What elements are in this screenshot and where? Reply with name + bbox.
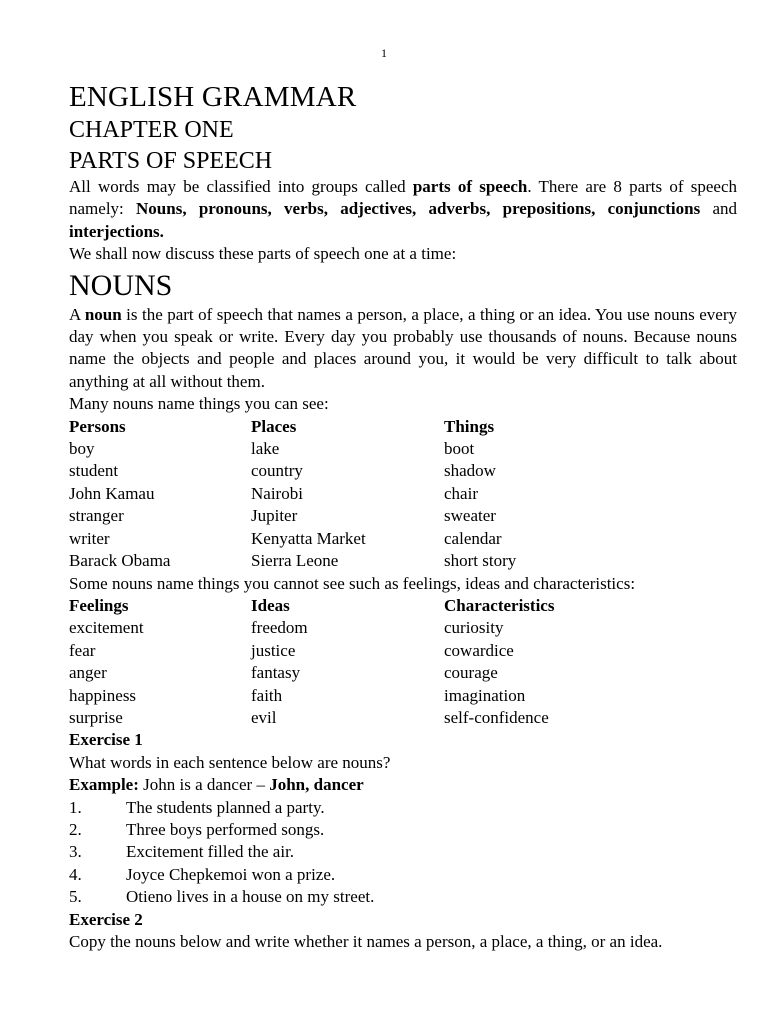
exercise-2-title: Exercise 2 [69,909,143,929]
table-header: Feelings [69,595,129,615]
table-header: Ideas [251,595,290,615]
unseen-nouns-table [69,595,737,729]
item-text: Otieno lives in a house on my street. [126,887,375,907]
item-text: Excitement filled the air. [126,842,295,862]
table-cell: anger [69,663,107,683]
item-text: The students planned a party. [126,797,325,817]
table-header: Persons [69,416,126,436]
table-cell: sweater [444,506,496,526]
noun-see-line: Many nouns name things you can see: [69,394,329,414]
table-cell: country [251,461,303,481]
visible-nouns-table [69,416,737,573]
table-cell: surprise [69,707,123,727]
table-cell: boot [444,439,475,459]
table-header: Things [444,416,495,436]
section-heading: PARTS OF SPEECH [69,148,273,174]
exercise-item [69,819,737,841]
table-cell: writer [69,528,110,548]
table-cell: lake [251,439,280,459]
table-cell: curiosity [444,618,504,638]
item-number: 1. [69,797,82,817]
table-cell: cowardice [444,640,514,660]
item-number: 2. [69,819,82,839]
exercise-item [69,864,737,886]
item-text: Three boys performed songs. [126,819,325,839]
document-title: ENGLISH GRAMMAR [69,81,357,113]
document-page [69,40,737,953]
table-cell: courage [444,663,498,683]
exercise-1-title: Exercise 1 [69,730,143,750]
example-label: Example: [69,775,139,795]
intro-line: We shall now discuss these parts of speech one at a time: [69,244,457,264]
item-number: 4. [69,864,82,884]
exercise-item [69,886,737,908]
table-cell: calendar [444,528,502,548]
table-cell: student [69,461,119,481]
exercise-1-question: What words in each sentence below are nouns? [69,752,391,772]
table-cell: faith [251,685,283,705]
table-cell: justice [251,640,296,660]
unseen-nouns-paragraph: Some nouns name things you cannot see such as feelings, ideas and characteristics: [69,573,636,593]
parts-list: Nouns, pronouns, verbs, adjectives, adverbs, prepositions, conjunctions [136,199,701,219]
term-parts-of-speech: parts of speech [412,177,528,196]
nouns-heading: NOUNS [69,268,173,302]
table-cell: Barack Obama [69,551,171,571]
table-cell: boy [69,439,95,459]
term-interjections: interjections. [69,221,164,241]
item-number: 3. [69,842,82,862]
item-number: 5. [69,887,82,907]
table-cell: Nairobi [251,483,303,503]
table-header: Places [251,416,297,436]
example-answer: John, dancer [269,775,364,795]
exercise-item [69,841,737,863]
table-cell: happiness [69,685,137,705]
table-cell: short story [444,551,517,571]
noun-definition: A noun is the part of speech that names a person, a place, a thing or an idea. You use nouns every day when you speak or write. Every day you probably use thousands of nouns. Because nouns name the objects and people and places around you, it would be very difficult to talk about anything at all without them. [69,304,737,391]
exercise-1-example: Example: John is a dancer – John, dancer [69,775,364,795]
table-cell: stranger [69,506,124,526]
exercise-2-question: Copy the nouns below and write whether it names a person, a place, a thing, or an idea. [69,932,663,951]
chapter-heading: CHAPTER ONE [69,117,234,143]
table-cell: fantasy [251,663,301,683]
table-cell: shadow [444,461,496,481]
page-number: 1 [381,46,387,60]
table-cell: freedom [251,618,308,638]
item-text: Joyce Chepkemoi won a prize. [126,864,336,884]
table-cell: John Kamau [69,483,155,503]
term-noun: noun [84,304,122,324]
table-cell: imagination [444,685,526,705]
exercise-item [69,797,737,819]
table-cell: Sierra Leone [251,551,339,571]
table-header: Characteristics [444,595,555,615]
intro-paragraph: All words may be classified into groups called parts of speech. There are 8 parts of speech namely: Nouns, pronouns, verbs, adjectives, adverbs, prepositions, conjunctions and interjections. [69,177,737,241]
table-cell: Kenyatta Market [251,528,366,548]
table-cell: fear [69,640,96,660]
table-cell: excitement [69,618,144,638]
table-cell: self-confidence [444,707,549,727]
table-cell: Jupiter [251,506,298,526]
table-cell: evil [251,707,277,727]
table-cell: chair [444,483,478,503]
